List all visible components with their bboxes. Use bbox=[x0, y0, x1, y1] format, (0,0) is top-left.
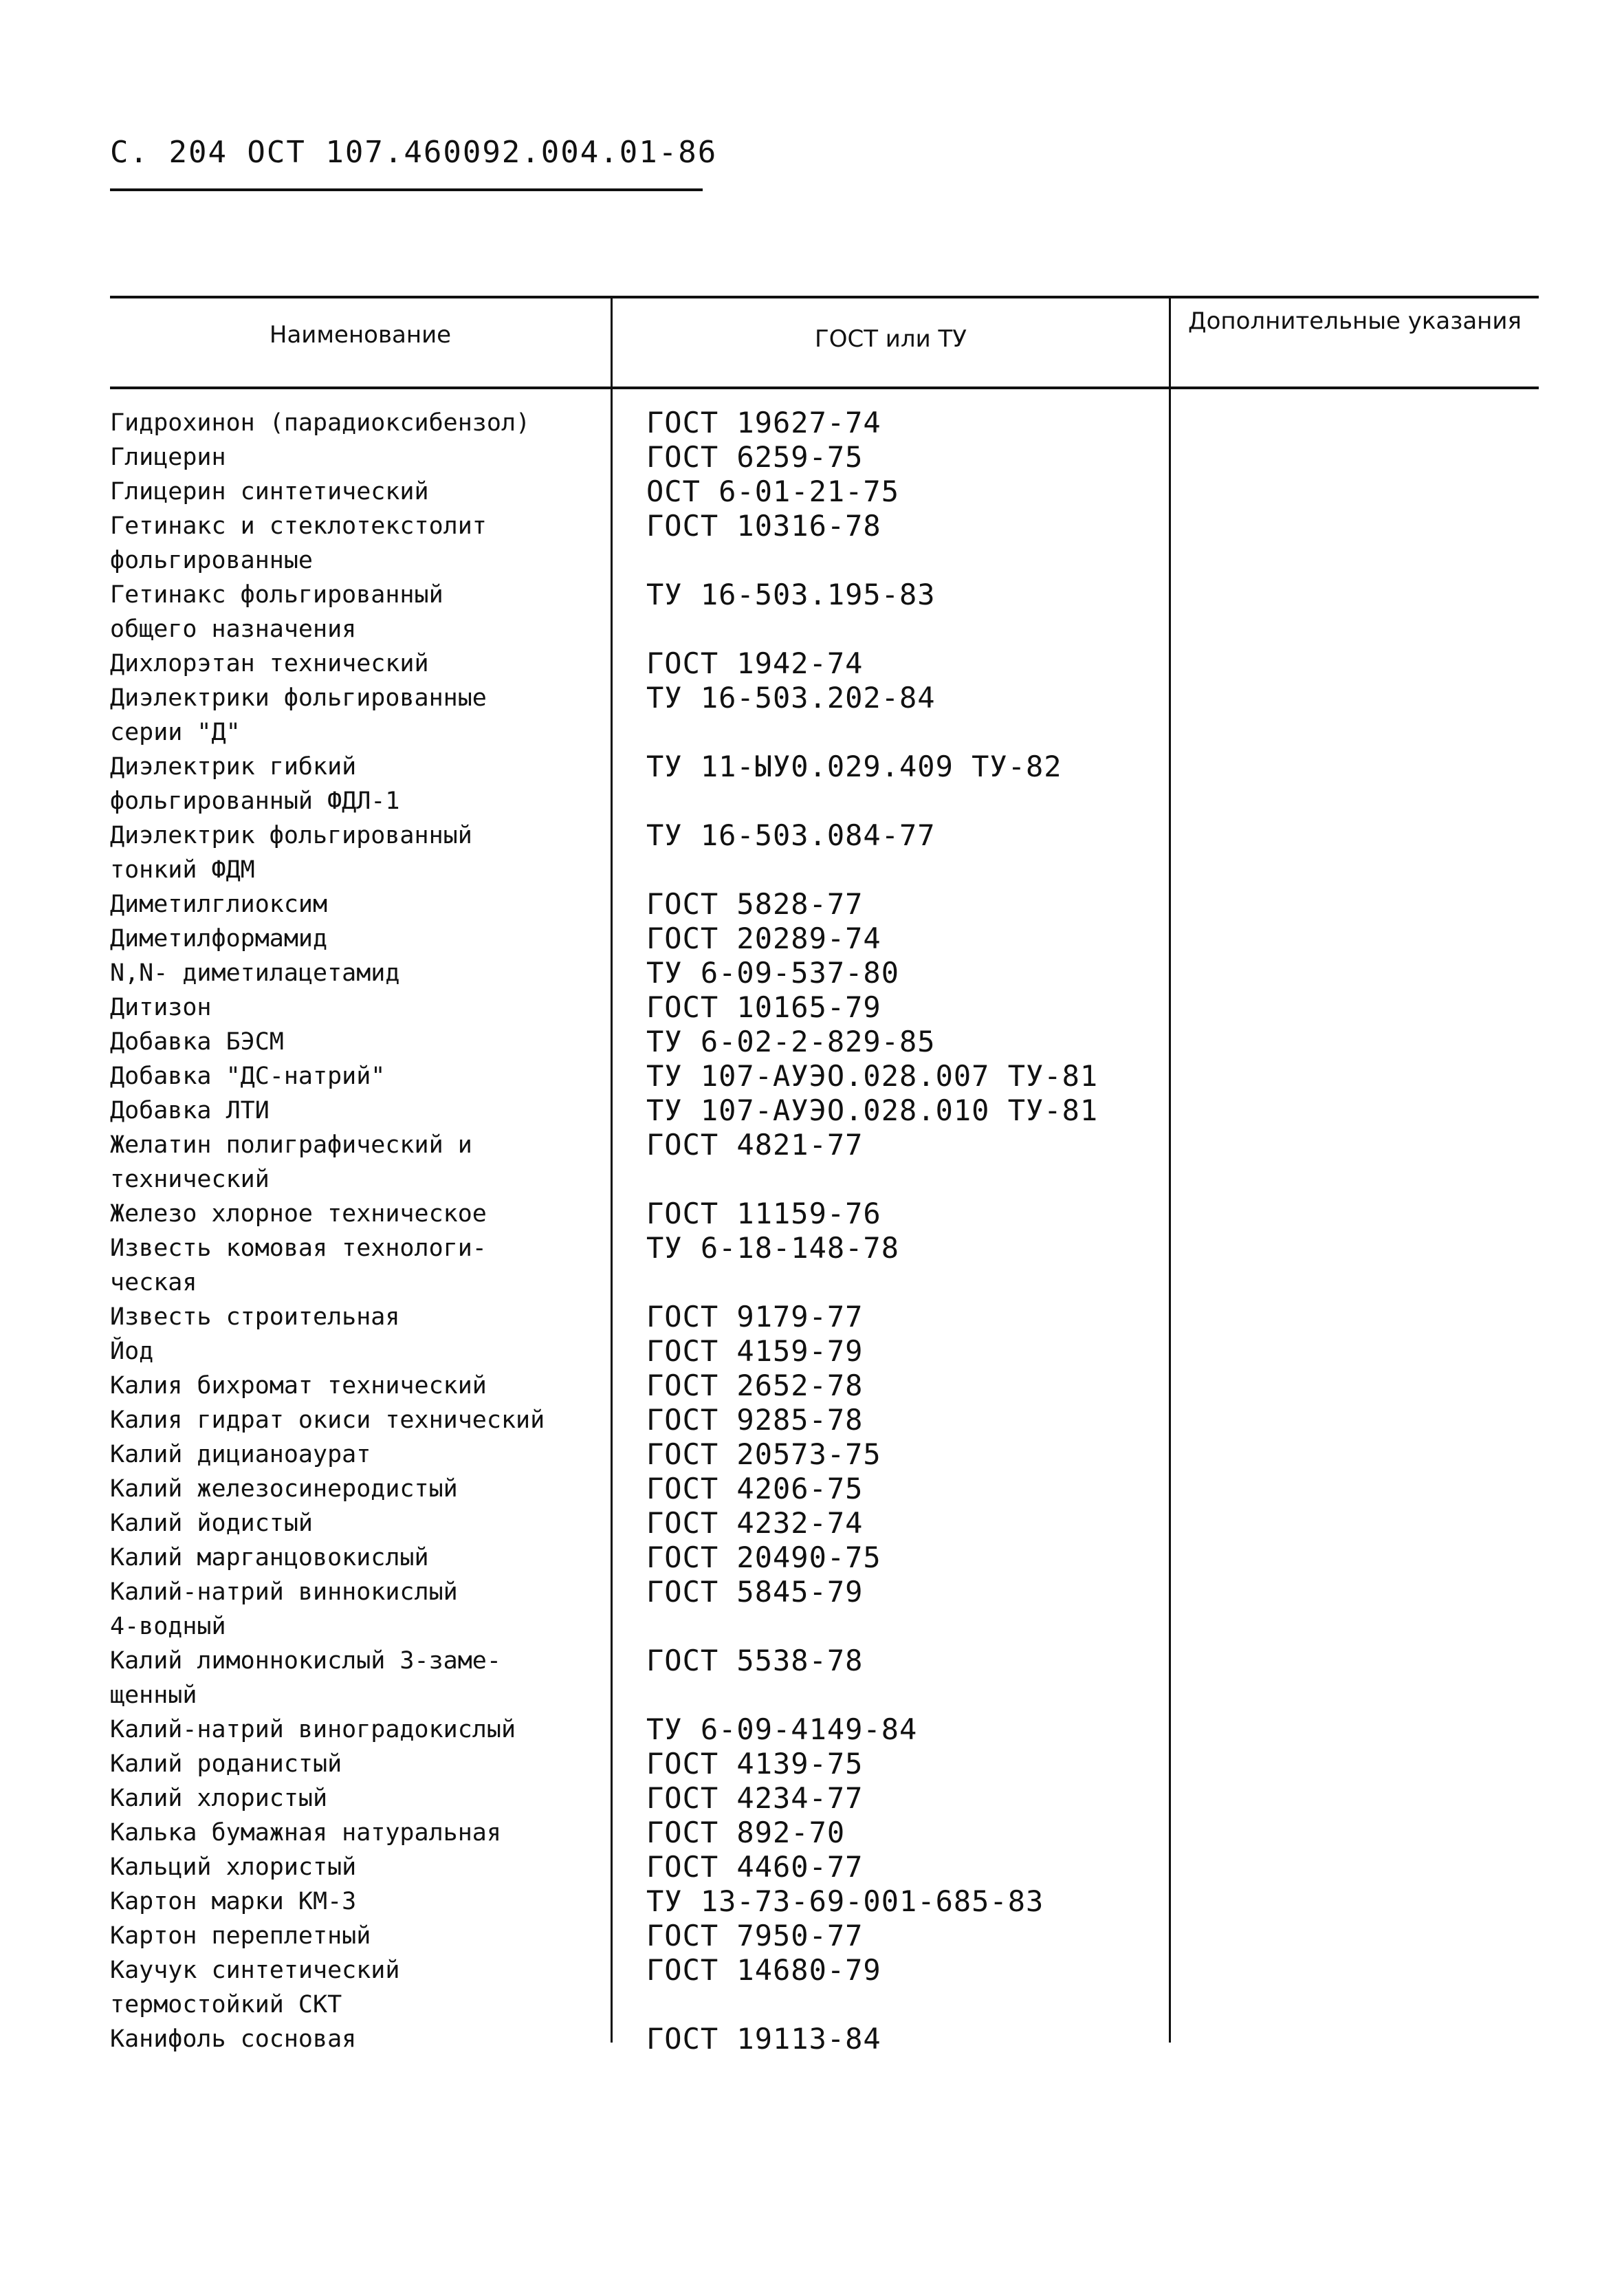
table-row bbox=[110, 1678, 1210, 1712]
table-row bbox=[110, 1128, 1210, 1162]
table-row bbox=[110, 1334, 1210, 1369]
table-row bbox=[110, 2022, 1210, 2056]
material-name: фольгированные bbox=[110, 547, 314, 574]
material-name: щенный bbox=[110, 1681, 197, 1709]
table-row bbox=[110, 1437, 1210, 1472]
standard-reference: ТУ 107-АУЭО.028.010 ТУ-81 bbox=[646, 1093, 1099, 1127]
table-row bbox=[110, 1575, 1210, 1609]
table-row bbox=[110, 1988, 1210, 2022]
table-row bbox=[110, 1369, 1210, 1403]
material-name: Йод bbox=[110, 1338, 154, 1365]
standard-reference: ГОСТ 4460-77 bbox=[646, 1850, 864, 1884]
standard-reference: ГОСТ 6259-75 bbox=[646, 440, 864, 474]
table-row bbox=[110, 1025, 1210, 1059]
table-row bbox=[110, 1231, 1210, 1265]
material-name: Диэлектрик фольгированный bbox=[110, 822, 472, 849]
standard-reference: ГОСТ 4206-75 bbox=[646, 1472, 864, 1505]
material-name: Калий-натрий виноградокислый bbox=[110, 1716, 516, 1743]
standard-reference: ГОСТ 20573-75 bbox=[646, 1437, 881, 1471]
standard-reference: ГОСТ 4234-77 bbox=[646, 1781, 864, 1815]
table-row bbox=[110, 990, 1210, 1025]
table-row bbox=[110, 818, 1210, 853]
table-row bbox=[110, 1953, 1210, 1988]
material-name: Диэлектрик гибкий bbox=[110, 753, 357, 781]
table-row bbox=[110, 1162, 1210, 1197]
material-name: Диэлектрики фольгированные bbox=[110, 684, 487, 712]
table-row bbox=[110, 1850, 1210, 1884]
standard-reference: ГОСТ 11159-76 bbox=[646, 1197, 881, 1230]
standard-reference: ГОСТ 5845-79 bbox=[646, 1575, 864, 1609]
table-row bbox=[110, 1919, 1210, 1953]
standard-reference: ТУ 6-18-148-78 bbox=[646, 1231, 900, 1265]
material-name: Дихлорэтан технический bbox=[110, 650, 429, 677]
standard-reference: ГОСТ 9179-77 bbox=[646, 1300, 864, 1334]
table-row bbox=[110, 509, 1210, 543]
material-name: фольгированный ФДЛ-1 bbox=[110, 787, 400, 815]
standard-reference: ГОСТ 5828-77 bbox=[646, 887, 864, 921]
material-name: серии "Д" bbox=[110, 719, 241, 746]
material-name: Картон переплетный bbox=[110, 1922, 371, 1950]
material-name: N,N- диметилацетамид bbox=[110, 959, 400, 987]
standard-reference: ГОСТ 4232-74 bbox=[646, 1506, 864, 1540]
material-name: Калий железосинеродистый bbox=[110, 1475, 458, 1503]
material-name: Глицерин синтетический bbox=[110, 478, 429, 505]
table-row bbox=[110, 1644, 1210, 1678]
table-row bbox=[110, 1059, 1210, 1093]
page-header: С. 204 ОСТ 107.460092.004.01-86 bbox=[110, 135, 718, 170]
material-name: Гетинакс фольгированный bbox=[110, 581, 443, 609]
standard-reference: ТУ 107-АУЭО.028.007 ТУ-81 bbox=[646, 1059, 1099, 1093]
standard-reference: ГОСТ 1942-74 bbox=[646, 646, 864, 680]
table-row bbox=[110, 1541, 1210, 1575]
material-name: Кальций хлористый bbox=[110, 1853, 357, 1881]
table-row bbox=[110, 784, 1210, 818]
standard-reference: ТУ 6-02-2-829-85 bbox=[646, 1025, 936, 1058]
standard-reference: ТУ 16-503.084-77 bbox=[646, 818, 936, 852]
material-name: Калий лимоннокислый 3-заме- bbox=[110, 1647, 501, 1675]
material-name: термостойкий СКТ bbox=[110, 1991, 342, 2018]
table-row bbox=[110, 646, 1210, 681]
material-name: Калий роданистый bbox=[110, 1750, 342, 1778]
standard-reference: ГОСТ 7950-77 bbox=[646, 1919, 864, 1952]
column-header-standard: ГОСТ или ТУ bbox=[814, 325, 967, 353]
standard-reference: ГОСТ 5538-78 bbox=[646, 1644, 864, 1677]
standards-table bbox=[110, 296, 1539, 2056]
material-name: Калька бумажная натуральная bbox=[110, 1819, 501, 1847]
material-name: Глицерин bbox=[110, 444, 226, 471]
material-name: ческая bbox=[110, 1269, 197, 1296]
material-name: Каучук синтетический bbox=[110, 1957, 400, 1984]
material-name: Добавка "ДС-натрий" bbox=[110, 1063, 386, 1090]
table-row bbox=[110, 1609, 1210, 1644]
standard-reference: ГОСТ 10165-79 bbox=[646, 990, 881, 1024]
table-row bbox=[110, 681, 1210, 715]
table-row bbox=[110, 1712, 1210, 1747]
standard-reference: ГОСТ 20490-75 bbox=[646, 1541, 881, 1574]
table-row bbox=[110, 853, 1210, 887]
column-header-notes: Дополнительные указания bbox=[1188, 307, 1522, 335]
table-row bbox=[110, 475, 1210, 509]
material-name: Калий марганцовокислый bbox=[110, 1544, 429, 1571]
header-rule bbox=[110, 188, 703, 191]
table-row bbox=[110, 1300, 1210, 1334]
table-row bbox=[110, 440, 1210, 475]
table-row bbox=[110, 1884, 1210, 1919]
material-name: Дитизон bbox=[110, 994, 212, 1021]
table-top-rule bbox=[110, 296, 1539, 298]
standard-reference: ГОСТ 4139-75 bbox=[646, 1747, 864, 1781]
table-row bbox=[110, 406, 1210, 440]
standard-reference: ГОСТ 19113-84 bbox=[646, 2022, 881, 2056]
material-name: Калий дицианоаурат bbox=[110, 1441, 371, 1468]
material-name: Добавка БЭСМ bbox=[110, 1028, 284, 1056]
standard-reference: ГОСТ 10316-78 bbox=[646, 509, 881, 543]
table-header-rule bbox=[110, 387, 1539, 389]
standard-reference: ГОСТ 20289-74 bbox=[646, 922, 881, 955]
table-row bbox=[110, 543, 1210, 578]
material-name: Калий хлористый bbox=[110, 1785, 328, 1812]
material-name: 4-водный bbox=[110, 1613, 226, 1640]
standard-reference: ОСТ 6-01-21-75 bbox=[646, 475, 900, 508]
material-name: Добавка ЛТИ bbox=[110, 1097, 270, 1124]
standard-reference: ГОСТ 19627-74 bbox=[646, 406, 881, 439]
table-row bbox=[110, 1816, 1210, 1850]
material-name: Диметилформамид bbox=[110, 925, 328, 953]
table-row bbox=[110, 578, 1210, 612]
standard-reference: ТУ 16-503.195-83 bbox=[646, 578, 936, 611]
table-row bbox=[110, 956, 1210, 990]
standard-reference: ГОСТ 2652-78 bbox=[646, 1369, 864, 1402]
material-name: Калия бихромат технический bbox=[110, 1372, 487, 1400]
material-name: Канифоль сосновая bbox=[110, 2025, 357, 2053]
material-name: Желатин полиграфический и bbox=[110, 1131, 472, 1159]
table-row bbox=[110, 1265, 1210, 1300]
standard-reference: ГОСТ 14680-79 bbox=[646, 1953, 881, 1987]
standard-reference: ГОСТ 9285-78 bbox=[646, 1403, 864, 1437]
standard-reference: ТУ 16-503.202-84 bbox=[646, 681, 936, 715]
material-name: общего назначения bbox=[110, 616, 357, 643]
table-row bbox=[110, 1403, 1210, 1437]
material-name: Известь строительная bbox=[110, 1303, 400, 1331]
table-row bbox=[110, 750, 1210, 784]
standard-reference: ТУ 13-73-69-001-685-83 bbox=[646, 1884, 1044, 1918]
standard-reference: ТУ 6-09-537-80 bbox=[646, 956, 900, 990]
column-header-name: Наименование bbox=[269, 321, 452, 349]
material-name: Диметилглиоксим bbox=[110, 891, 328, 918]
material-name: технический bbox=[110, 1166, 270, 1193]
material-name: Гидрохинон (парадиоксибензол) bbox=[110, 409, 531, 437]
table-row bbox=[110, 887, 1210, 922]
material-name: Калий-натрий виннокислый bbox=[110, 1578, 458, 1606]
material-name: Железо хлорное техническое bbox=[110, 1200, 487, 1228]
table-row bbox=[110, 1197, 1210, 1231]
material-name: Известь комовая технологи- bbox=[110, 1234, 487, 1262]
table-row bbox=[110, 1093, 1210, 1128]
table-row bbox=[110, 1781, 1210, 1816]
material-name: Калий йодистый bbox=[110, 1510, 314, 1537]
standard-reference: ГОСТ 4821-77 bbox=[646, 1128, 864, 1162]
standard-reference: ТУ 11-ЫУ0.029.409 ТУ-82 bbox=[646, 750, 1062, 783]
standard-reference: ТУ 6-09-4149-84 bbox=[646, 1712, 918, 1746]
material-name: Картон марки КМ-3 bbox=[110, 1888, 357, 1915]
table-row bbox=[110, 1506, 1210, 1541]
table-row bbox=[110, 715, 1210, 750]
material-name: Калия гидрат окиси технический bbox=[110, 1406, 545, 1434]
standard-reference: ГОСТ 892-70 bbox=[646, 1816, 846, 1849]
material-name: Гетинакс и стеклотекстолит bbox=[110, 512, 487, 540]
table-row bbox=[110, 1747, 1210, 1781]
table-row bbox=[110, 922, 1210, 956]
table-row bbox=[110, 612, 1210, 646]
material-name: тонкий ФДМ bbox=[110, 856, 255, 884]
standard-reference: ГОСТ 4159-79 bbox=[646, 1334, 864, 1368]
table-row bbox=[110, 1472, 1210, 1506]
